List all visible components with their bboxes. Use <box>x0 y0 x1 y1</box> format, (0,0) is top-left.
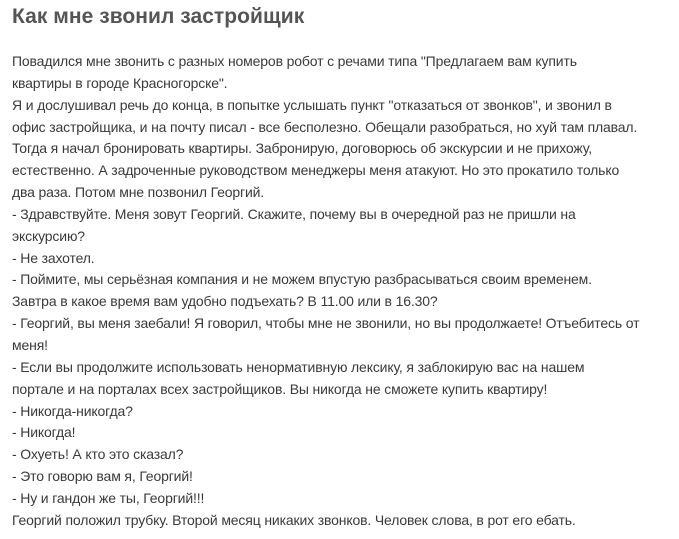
post-body <box>12 51 669 532</box>
body-line: Повадился мне звонить с разных номеров робот с речами типа "Предлагаем вам купить <box>12 53 577 69</box>
body-line: - Не захотел. <box>12 249 95 266</box>
body-line: естественно. А задроченные руководством менеджеры меня атакуют. Но это прокатило только <box>12 162 620 179</box>
body-line: - Георгий, вы меня заебали! Я говорил, чтобы мне не звонили, но вы продолжаете! Отъебитесь от <box>12 315 640 332</box>
body-line: - Ну и гандон же ты, Георгий!!! <box>12 489 205 506</box>
body-line: - Это говорю вам я, Георгий! <box>12 468 193 485</box>
body-line: - Никогда! <box>12 424 76 441</box>
body-line: Я и дослушивал речь до конца, в попытке услышать пункт "отказаться от звонков", и звонил в <box>12 96 612 113</box>
body-line: - Никогда-никогда? <box>12 402 133 419</box>
body-line: - Охуеть! А кто это сказал? <box>12 446 184 463</box>
body-line: экскурсию? <box>12 227 85 244</box>
body-line: квартиры в городе Красногорске". <box>12 74 228 91</box>
body-line: - Здравствуйте. Меня зовут Георгий. Скажите, почему вы в очередной раз не пришли на <box>12 205 576 222</box>
body-line: - Поймите, мы серьёзная компания и не можем впустую разбрасываться своим временем. <box>12 271 592 288</box>
body-line: два раза. Потом мне позвонил Георгий. <box>12 184 265 201</box>
body-line: портале и на порталах всех застройщиков. Вы никогда не сможете купить квартиру! <box>12 380 548 397</box>
body-line: Тогда я начал бронировать квартиры. Забронирую, договорюсь об экскурсии и не прихожу, <box>12 140 592 157</box>
body-line: меня! <box>12 336 48 353</box>
body-line: Георгий положил трубку. Второй месяц никаких звонков. Человек слова, в рот его ебать. <box>12 511 576 528</box>
body-line: офис застройщика, и на почту писал - все бесполезно. Обещали разобраться, но хуй там плавал. <box>12 118 638 135</box>
body-line: Завтра в какое время вам удобно подъехать? В 11.00 или в 16.30? <box>12 293 438 310</box>
post-title: Как мне звонил застройщик <box>12 5 305 28</box>
body-line: - Если вы продолжите использовать ненормативную лексику, я заблокирую вас на нашем <box>12 358 585 375</box>
